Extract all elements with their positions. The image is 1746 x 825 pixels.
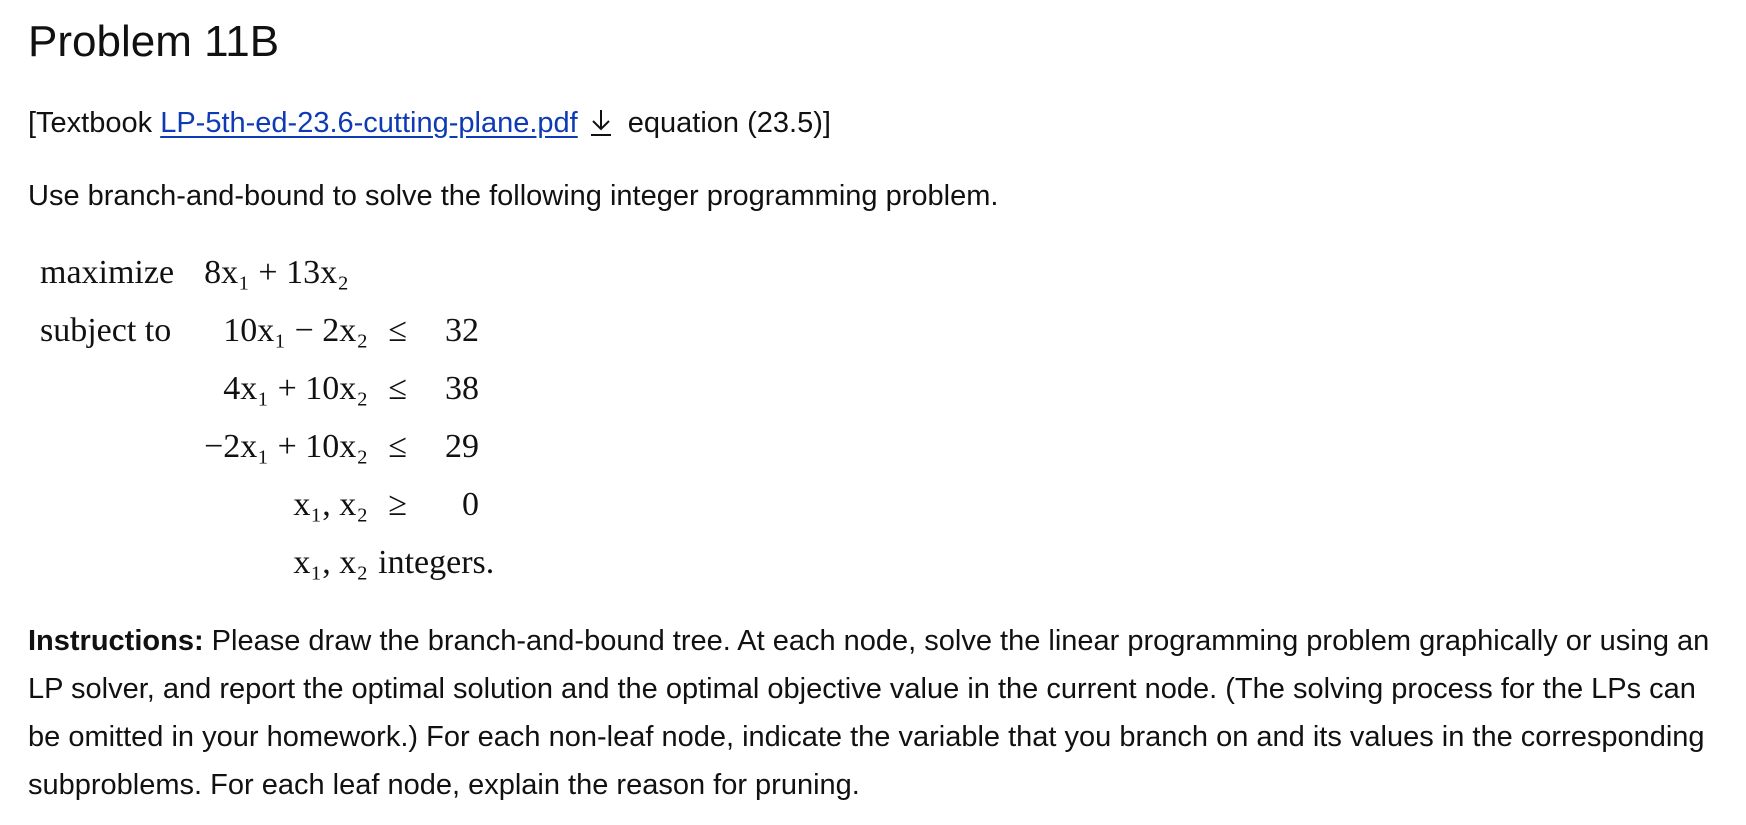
constraint-row xyxy=(40,418,494,476)
page-title: Problem 11B xyxy=(28,17,280,66)
instructions-paragraph xyxy=(28,617,1728,809)
constraint-relation: ≤ xyxy=(388,428,407,465)
constraint-rhs: 38 xyxy=(445,370,479,407)
constraint-lhs: −2x₁ + 10x₂ xyxy=(204,428,369,465)
constraint-rhs: 0 xyxy=(462,486,479,523)
instructions-text: Please draw the branch-and-bound tree. At each node, solve the linear programming problem graphically or using an LP solver, and report the optimal solution and the optimal objective value in the current node. (The solving process for the LPs can be omitted in your homework.) For each non-leaf node, indicate the variable that you branch on and its values in the corresponding subproblems. For each leaf node, explain the reason for pruning. xyxy=(28,625,1710,801)
problem-table xyxy=(40,244,494,592)
constraint-lhs: 4x₁ + 10x₂ xyxy=(223,370,369,407)
constraint-rhs: 32 xyxy=(445,312,479,349)
instructions-label: Instructions: xyxy=(28,625,204,657)
constraint-lhs: x₁, x₂ xyxy=(293,486,369,523)
download-icon[interactable] xyxy=(586,106,616,138)
constraint-lhs: 10x₁ − 2x₂ xyxy=(223,312,369,349)
objective-row xyxy=(40,244,494,302)
textbook-reference xyxy=(28,103,831,143)
objective-keyword: maximize xyxy=(40,254,175,291)
reference-suffix: equation (23.5)] xyxy=(619,107,831,139)
nonnegativity-row xyxy=(40,476,494,534)
constraint-relation: ≥ xyxy=(388,486,407,523)
constraint-lhs: x₁, x₂ xyxy=(293,544,369,581)
reference-prefix: [Textbook xyxy=(28,107,161,139)
integrality-row xyxy=(40,534,494,592)
constraint-relation: ≤ xyxy=(388,312,407,349)
constraint-rhs: 29 xyxy=(445,428,479,465)
constraint-relation: ≤ xyxy=(388,370,407,407)
constraint-keyword: subject to xyxy=(40,312,172,349)
intro-text: Use branch-and-bound to solve the following integer programming problem. xyxy=(28,180,999,212)
constraint-row xyxy=(40,302,494,360)
textbook-pdf-link[interactable]: LP-5th-ed-23.6-cutting-plane.pdf xyxy=(160,107,578,139)
integer-program xyxy=(40,244,494,592)
objective-expression: 8x₁ + 13x₂ xyxy=(204,254,349,291)
constraint-row xyxy=(40,360,494,418)
integrality-label: integers. xyxy=(378,544,495,581)
